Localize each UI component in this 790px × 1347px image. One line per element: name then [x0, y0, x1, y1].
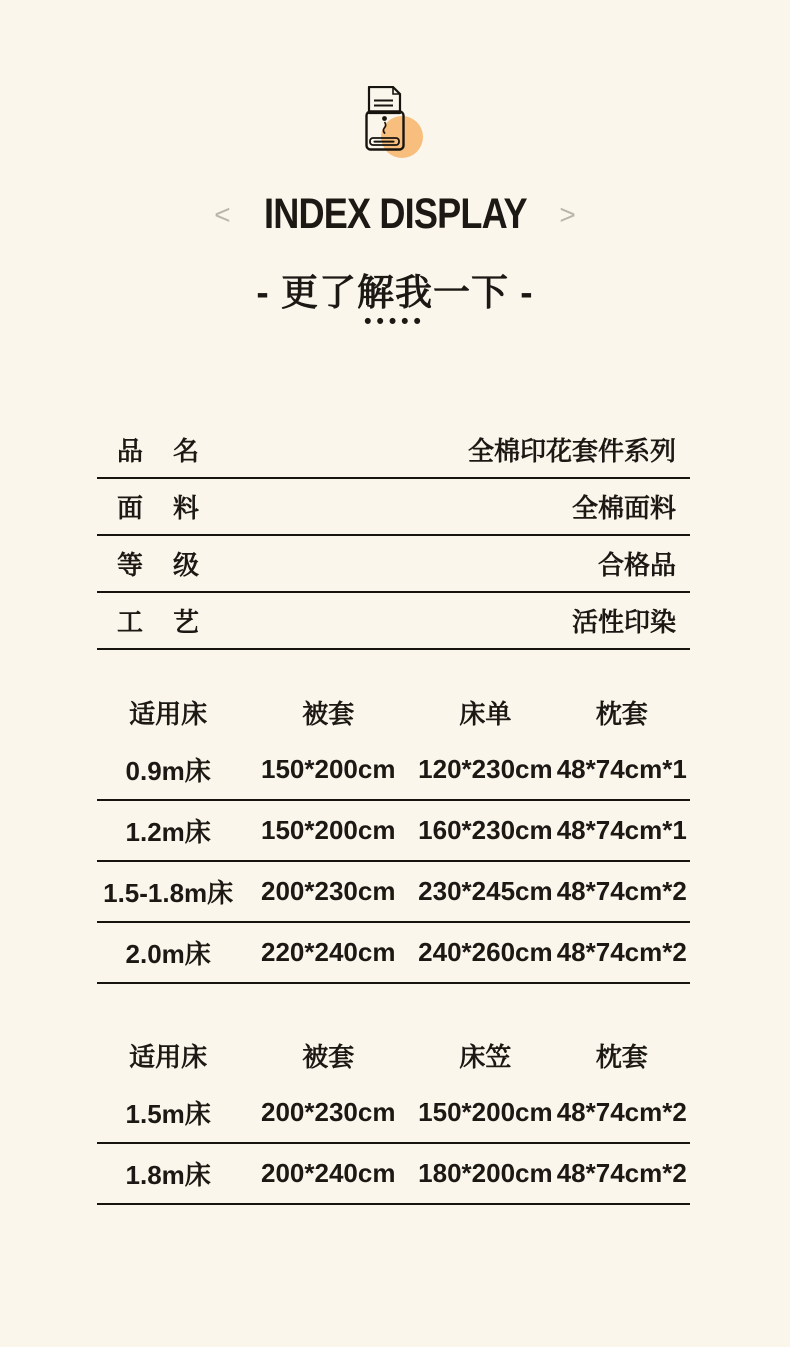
archive-document-icon-svg — [365, 86, 425, 159]
product-info-list — [97, 422, 690, 650]
table-row — [97, 1144, 690, 1205]
info-value: 合格品 — [597, 550, 676, 580]
table-header-row — [97, 1027, 690, 1083]
column-header: 床笠 — [459, 1041, 512, 1072]
column-header: 枕套 — [595, 1041, 648, 1072]
info-label: 面料 — [117, 493, 230, 523]
info-value: 全棉印花套件系列 — [467, 436, 676, 466]
info-label: 工艺 — [117, 607, 230, 637]
right-angle-decor: > — [559, 198, 576, 230]
dots-decor: ••••• — [364, 310, 426, 333]
table-cell: 48*74cm*2 — [556, 1097, 687, 1127]
table-row — [97, 1083, 690, 1144]
table-row — [97, 862, 690, 923]
table-row — [97, 923, 690, 984]
accent-circle — [381, 116, 423, 158]
section-subtitle: - 更了解我一下 - — [256, 272, 534, 313]
table-cell: 200*240cm — [261, 1158, 396, 1188]
table-header-row — [97, 684, 690, 740]
table-row — [97, 740, 690, 801]
size-table-fitted — [97, 1027, 690, 1205]
info-label: 等级 — [117, 550, 230, 580]
column-header: 床单 — [459, 698, 512, 729]
column-header: 枕套 — [595, 698, 648, 729]
column-header: 适用床 — [129, 1041, 208, 1072]
column-header: 适用床 — [129, 698, 208, 729]
table-cell: 150*200cm — [261, 815, 396, 845]
info-value: 全棉面料 — [571, 493, 676, 523]
table-cell: 160*230cm — [418, 815, 553, 845]
keyhole-dot-icon — [382, 116, 387, 121]
section-title — [0, 190, 790, 239]
table-cell: 120*230cm — [418, 754, 553, 784]
table-cell: 48*74cm*1 — [556, 815, 687, 845]
table-cell: 150*200cm — [261, 754, 396, 784]
table-cell: 220*240cm — [261, 937, 396, 967]
table-cell: 48*74cm*2 — [556, 876, 687, 906]
size-table-sheet — [97, 684, 690, 984]
info-row-name — [97, 422, 690, 479]
column-header: 被套 — [302, 698, 355, 729]
table-cell: 240*260cm — [418, 937, 553, 967]
table-cell: 1.8m床 — [125, 1160, 211, 1190]
table-cell: 48*74cm*2 — [556, 1158, 687, 1188]
table-cell: 48*74cm*2 — [556, 937, 687, 967]
drawer-slot-bar — [374, 141, 395, 143]
info-label: 品名 — [117, 436, 230, 466]
table-cell: 1.5-1.8m床 — [103, 878, 234, 908]
left-angle-decor: < — [214, 198, 231, 230]
table-cell: 2.0m床 — [125, 939, 211, 969]
table-cell: 180*200cm — [418, 1158, 553, 1188]
info-row-fabric — [97, 479, 690, 536]
table-cell: 0.9m床 — [125, 756, 211, 786]
info-value: 活性印染 — [571, 607, 676, 637]
table-cell: 230*245cm — [418, 876, 553, 906]
archive-document-icon — [365, 86, 425, 159]
column-header: 被套 — [302, 1041, 355, 1072]
table-cell: 150*200cm — [418, 1097, 553, 1127]
table-cell: 1.5m床 — [125, 1099, 211, 1129]
info-row-grade — [97, 536, 690, 593]
table-cell: 48*74cm*1 — [556, 754, 687, 784]
table-cell: 1.2m床 — [125, 817, 211, 847]
table-cell: 200*230cm — [261, 1097, 396, 1127]
info-row-process — [97, 593, 690, 650]
table-row — [97, 801, 690, 862]
table-cell: 200*230cm — [261, 876, 396, 906]
section-title-text: INDEX DISPLAY — [263, 190, 527, 238]
